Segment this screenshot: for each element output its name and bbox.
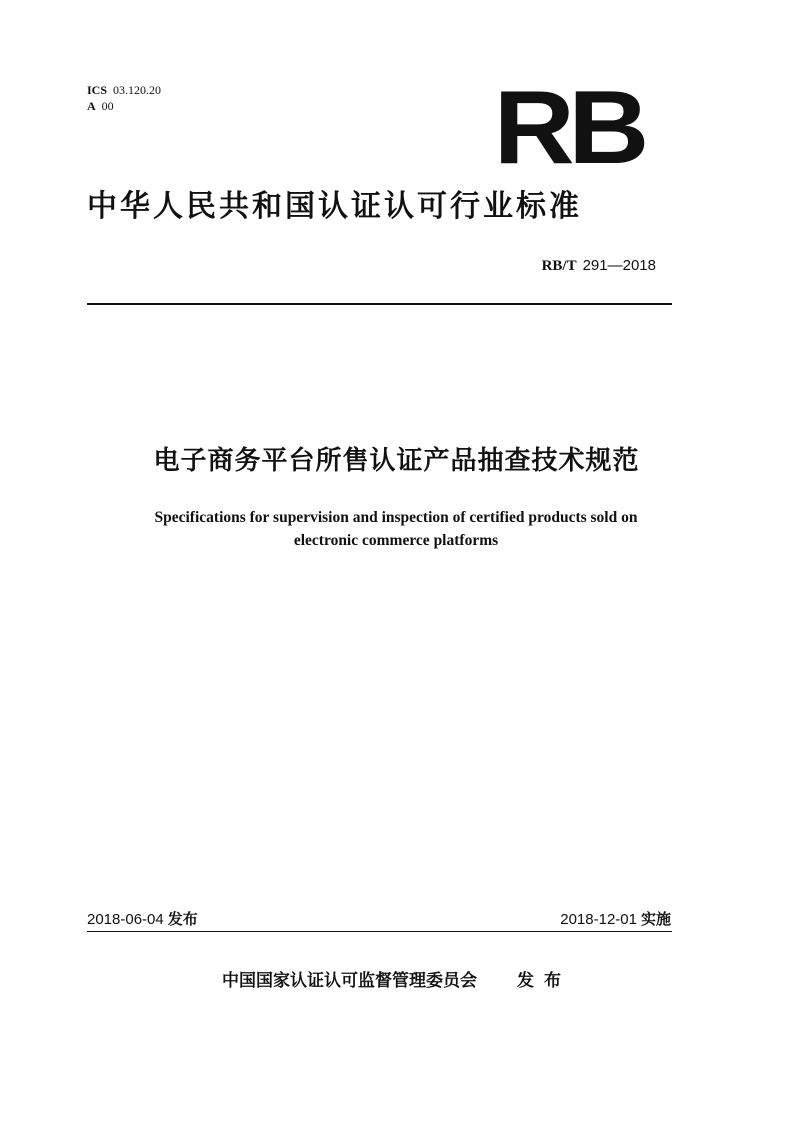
ics-row [87, 82, 161, 98]
ccs-label: A [87, 99, 96, 113]
implementation-date [560, 908, 671, 929]
implementation-date-value: 2018-12-01 [560, 911, 637, 928]
document-title-cn: 电子商务平台所售认证产品抽查技术规范 [153, 446, 640, 476]
issue-date-label: 发布 [167, 910, 198, 928]
bottom-divider [87, 931, 672, 932]
issuer-action: 发布 [517, 971, 571, 991]
ics-code: 03.120.20 [113, 83, 162, 97]
document-title-en [96, 506, 696, 552]
standard-number [542, 256, 656, 275]
top-divider [87, 303, 672, 305]
classification-codes [87, 82, 161, 114]
standard-number-value: 291—2018 [582, 257, 656, 274]
implementation-date-label: 实施 [640, 910, 671, 928]
rb-logo: RB [493, 70, 643, 186]
standard-number-prefix: RB/T [541, 258, 577, 274]
issuer-name: 中国国家认证认可监督管理委员会 [222, 971, 477, 991]
issue-date-value: 2018-06-04 [87, 911, 164, 928]
issue-date [87, 908, 198, 929]
ics-label: ICS [87, 83, 108, 97]
document-title-en-line2: electronic commerce platforms [293, 532, 499, 549]
document-title-en-line1: Specifications for supervision and inspection of certified products sold on [154, 509, 638, 526]
issuer-line [0, 966, 793, 991]
ccs-row [87, 98, 161, 114]
ccs-code: 00 [101, 99, 114, 113]
standard-category-title: 中华人民共和国认证认可行业标准 [87, 189, 582, 224]
